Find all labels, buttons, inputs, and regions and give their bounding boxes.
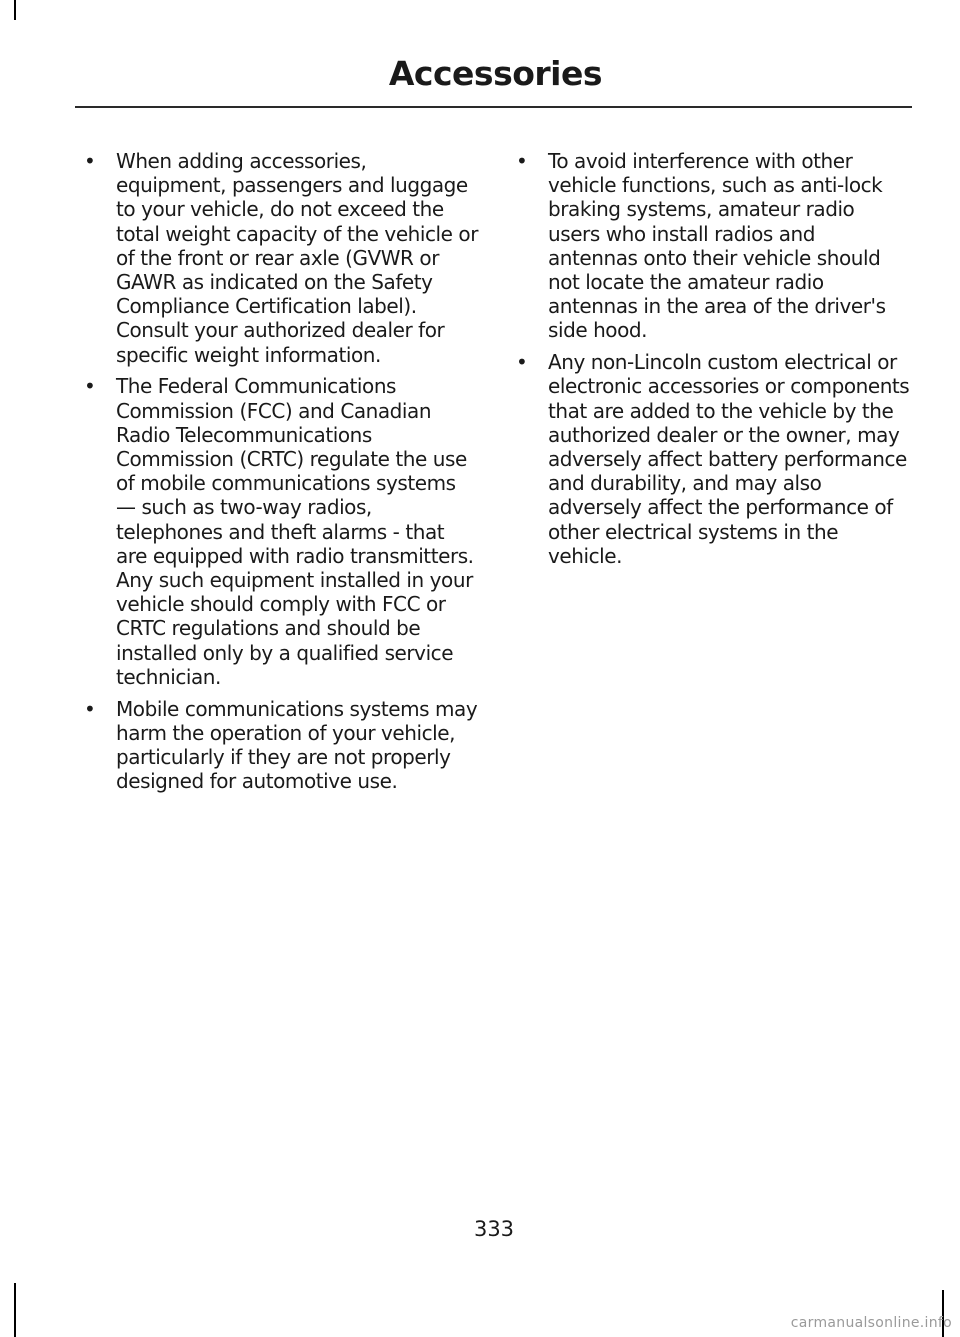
list-item-text: To avoid interference with other vehicle functions, such as anti-lock braking systems, amateur radio users who install radios and antennas onto their vehicle should not locate the amateur radio antennas in the area of the driver's side hood.: [548, 149, 886, 343]
watermark: carmanualsonline.info: [790, 1315, 952, 1331]
page-number: 333: [473, 1217, 515, 1241]
bullet-icon: •: [84, 696, 96, 721]
list-item-text: Any non-Lincoln custom electrical or electronic accessories or components that are added to the vehicle by the authorized dealer or the owner, may adversely affect battery performance and durability, and may also adversely affect the performance of other electrical systems in the vehicle.: [548, 350, 910, 568]
bullet-icon: •: [84, 374, 96, 399]
list-item: [58, 149, 478, 367]
crop-mark-bottom-left: [14, 1283, 16, 1337]
title-divider: [75, 106, 912, 108]
list-item: [490, 149, 910, 343]
list-item: [58, 697, 478, 794]
crop-mark-top-left: [14, 0, 16, 20]
bullet-icon: •: [84, 149, 96, 173]
bullet-icon: •: [516, 350, 528, 375]
list-item: [58, 374, 478, 689]
list-item-text: When adding accessories, equipment, passengers and luggage to your vehicle, do not exceed the total weight capacity of the vehicle or of the front or rear axle (GVWR or GAWR as indicated on the Safety Compliance Certification label). Consult your authorized dealer for specific weight information.: [116, 149, 478, 367]
list-item: [490, 350, 910, 568]
list-item-text: The Federal Communications Commission (FCC) and Canadian Radio Telecommunications Commission (CRTC) regulate the use of mobile communications systems — such as two-way radios, telephones and theft alarms - that are equipped with radio transmitters. Any such equipment installed in your vehicle should comply with FCC or CRTC regulations and should be installed only by a qualified service technician.: [116, 374, 474, 689]
left-column: [58, 149, 478, 801]
right-column: [490, 149, 910, 576]
page-title: Accessories: [388, 54, 602, 93]
list-item-text: Mobile communications systems may harm the operation of your vehicle, particularly if they are not properly designed for automotive use.: [116, 696, 478, 794]
bullet-icon: •: [516, 149, 528, 173]
